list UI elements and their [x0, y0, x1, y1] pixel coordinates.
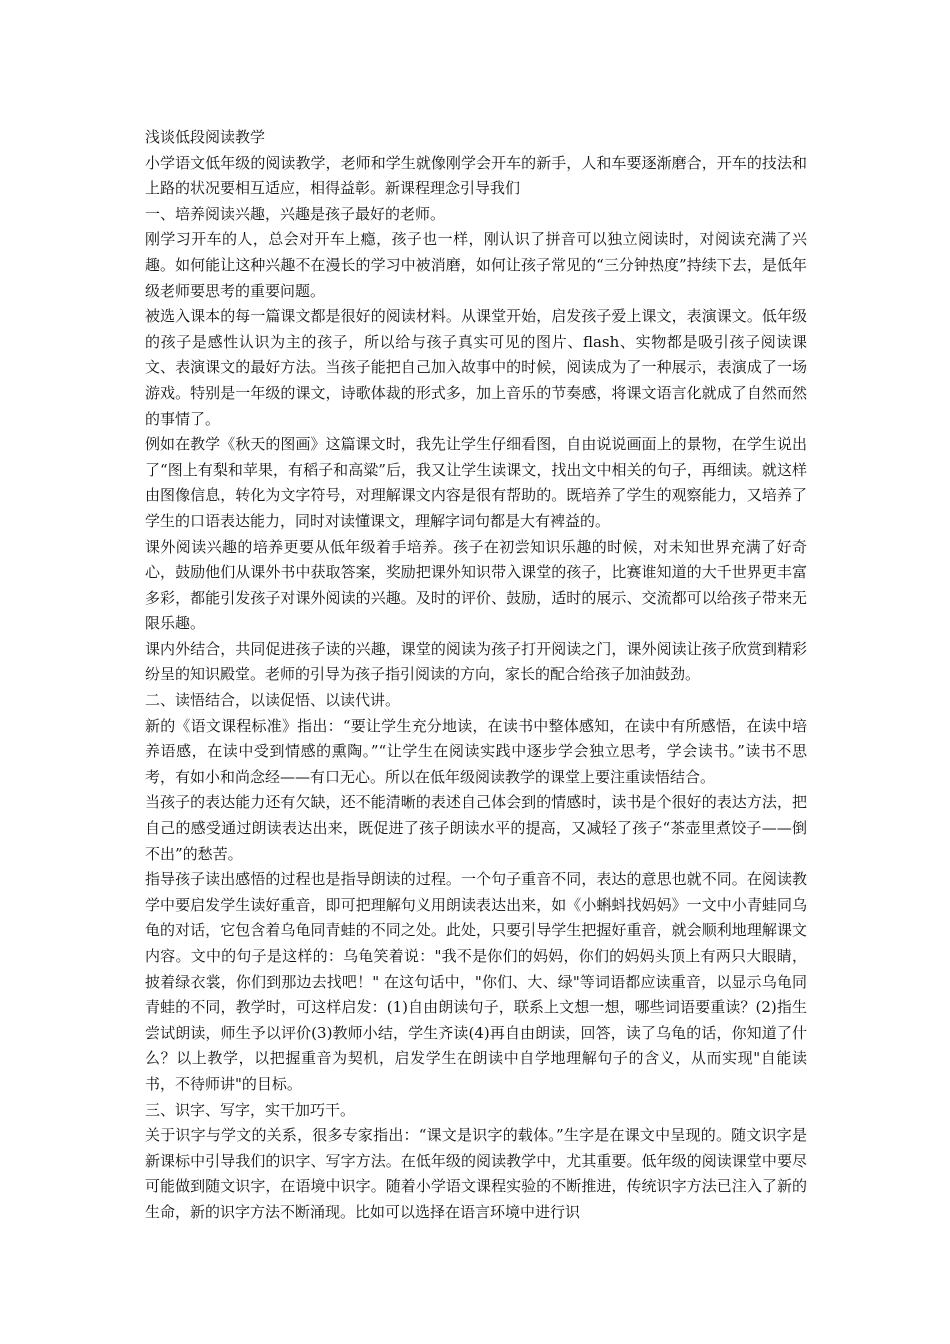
section-heading: 二、读悟结合，以读促悟、以读代讲。	[145, 691, 401, 710]
section-heading: 一、培养阅读兴趣，兴趣是孩子最好的老师。	[145, 204, 446, 223]
paragraph: 关于识字与学文的关系，很多专家指出：“课文是识字的载体。”生字是在课文中呈现的。随文识字是新课标中引导我们的识字、写字方法。在低年级的阅读教学中，尤其重要。低年级的阅读课堂中要尽可能做到随文识字，在语境中识字。随着小学语文课程实验的不断推进，传统识字方法已注入了新的生命，新的识字方法不断涌现。比如可以选择在语言环境中进行识	[145, 1126, 807, 1221]
paragraph: 当孩子的表达能力还有欠缺，还不能清晰的表述自己体会到的情感时，读书是个很好的表达方法，把自己的感受通过朗读表达出来，既促进了孩子朗读水平的提高，又减轻了孩子“茶壶里煮饺子——倒不出”的愁苦。	[145, 793, 807, 863]
paragraph: 例如在教学《秋天的图画》这篇课文时，我先让学生仔细看图，自由说说画面上的景物，在学生说出了“图上有梨和苹果，有稻子和高粱”后，我又让学生读课文，找出文中相关的句子，再细读。就这样由图像信息，转化为文字符号，对理解课文内容是很有帮助的。既培养了学生的观察能力，又培养了学生的口语表达能力，同时对读懂课文，理解字词句都是大有裨益的。	[145, 435, 807, 530]
paragraph: 新的《语文课程标准》指出：“要让学生充分地读，在读书中整体感知，在读中有所感悟，在读中培养语感，在读中受到情感的熏陶。”“让学生在阅读实践中逐步学会独立思考，学会读书。”读书不思考，有如小和尚念经——有口无心。所以在低年级阅读教学的课堂上要注重读悟结合。	[145, 716, 807, 786]
section-heading: 三、识字、写字，实干加巧干。	[145, 1100, 356, 1119]
document-title: 浅谈低段阅读教学	[145, 128, 266, 146]
paragraph: 刚学习开车的人，总会对开车上瘾，孩子也一样，刚认识了拼音可以独立阅读时，对阅读充满了兴趣。如何能让这种兴趣不在漫长的学习中被消磨，如何让孩子常见的“三分钟热度”持续下去，是低年级老师要思考的重要问题。	[145, 230, 807, 300]
paragraph: 课内外结合，共同促进孩子读的兴趣，课堂的阅读为孩子打开阅读之门，课外阅读让孩子欣赏到精彩纷呈的知识殿堂。老师的引导为孩子指引阅读的方向，家长的配合给孩子加油鼓劲。	[145, 639, 807, 684]
document-page	[145, 125, 807, 1226]
paragraph: 指导孩子读出感悟的过程也是指导朗读的过程。一个句子重音不同，表达的意思也就不同。在阅读教学中要启发学生读好重音，即可把理解句义用朗读表达出来，如《小蝌蚪找妈妈》一文中小青蛙同乌龟的对话，它包含着乌龟同青蛙的不同之处。此处，只要引导学生把握好重音，就会顺利地理解课文内容。文中的句子是这样的：乌龟笑着说："我不是你们的妈妈，你们的妈妈头顶上有两只大眼睛，披着绿衣裳，你们到那边去找吧！" 在这句话中，"你们、大、绿"等词语都应读重音，以显示乌龟同青蛙的不同，教学时，可这样启发：(1)自由朗读句子，联系上文想一想，哪些词语要重读？(2)指生尝试朗读，师生予以评价(3)教师小结，学生齐读(4)再自由朗读，回答，读了乌龟的话，你知道了什么？以上教学，以把握重音为契机，启发学生在朗读中自学地理解句子的含义，从而实现"自能读书，不待师讲"的目标。	[145, 870, 807, 1093]
paragraph: 课外阅读兴趣的培养更要从低年级着手培养。孩子在初尝知识乐趣的时候，对未知世界充满了好奇心，鼓励他们从课外书中获取答案，奖励把课外知识带入课堂的孩子，比赛谁知道的大千世界更丰富多彩，都能引发孩子对课外阅读的兴趣。及时的评价、鼓励，适时的展示、交流都可以给孩子带来无限乐趣。	[145, 537, 807, 633]
paragraph: 小学语文低年级的阅读教学，老师和学生就像刚学会开车的新手，人和车要逐渐磨合，开车的技法和上路的状况要相互适应，相得益彰。新课程理念引导我们	[145, 153, 807, 198]
paragraph: 被选入课本的每一篇课文都是很好的阅读材料。从课堂开始，启发孩子爱上课文，表演课文。低年级的孩子是感性认识为主的孩子，所以给与孩子真实可见的图片、flash、实物都是吸引孩子阅读课文、表演课文的最好方法。当孩子能把自己加入故事中的时候，阅读成为了一种展示，表演成了一场游戏。特别是一年级的课文，诗歌体裁的形式多，加上音乐的节奏感，将课文语言化就成了自然而然的事情了。	[145, 307, 807, 428]
